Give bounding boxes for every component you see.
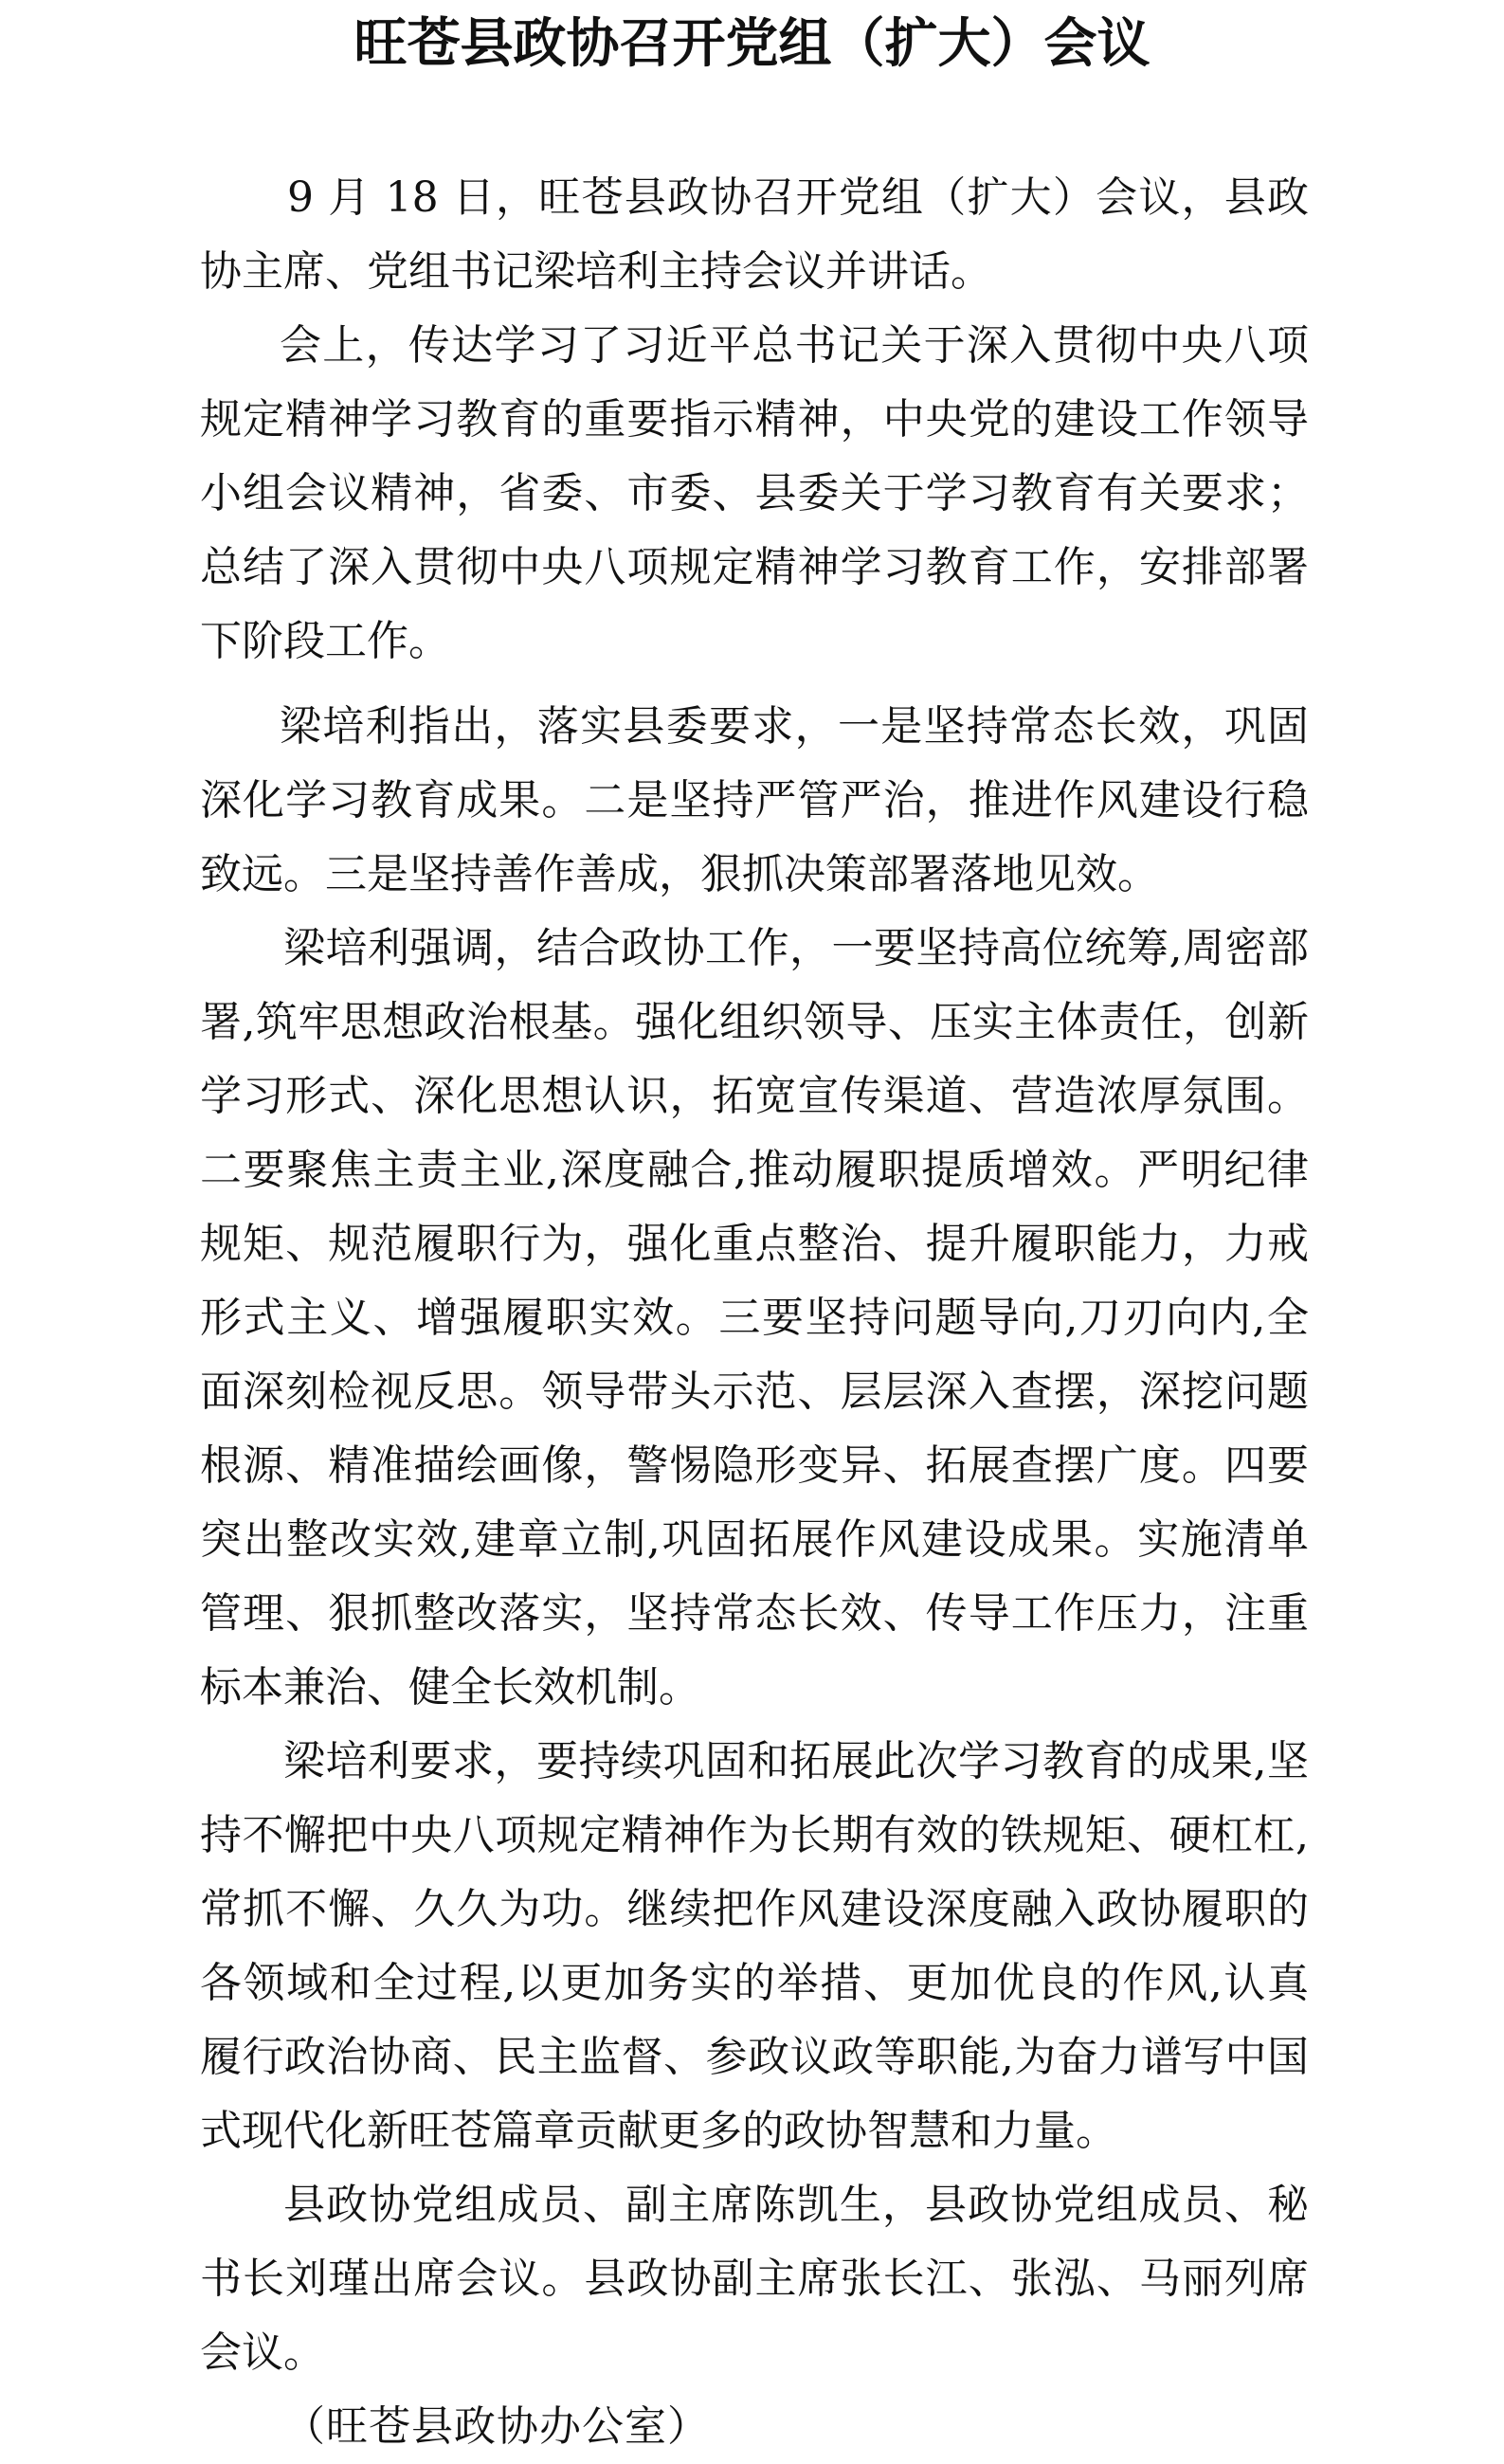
article-source: （旺苍县政协办公室） [283, 2402, 710, 2451]
paragraph-requirements: 梁培利指出，落实县委要求，一是坚持常态长效，巩固深化学习教育成果。二是坚持严管严治，推进作风建设行稳致远。三是坚持善作善成，狠抓决策部署落地见效。 [200, 702, 1309, 898]
article-title: 旺苍县政协召开党组（扩大）会议 [353, 12, 1151, 75]
paragraph-emphasis: 梁培利强调，结合政协工作，一要坚持高位统筹,周密部署,筑牢思想政治根基。强化组织领导、压实主体责任，创新学习形式、深化思想认识，拓宽宣传渠道、营造浓厚氛围。二要聚焦主责主业,深度融合,推动履职提质增效。严明纪律规矩、规范履职行为，强化重点整治、提升履职能力，力戒形式主义、增强履职实效。三要坚持问题导向,刀刃向内,全面深刻检视反思。领导带头示范、层层深入查摆，深挖问题根源、精准描绘画像，警惕隐形变异、拓展查摆广度。四要突出整改实效,建章立制,巩固拓展作风建设成果。实施清单管理、狠抓整改落实，坚持常态长效、传导工作压力，注重标本兼治、健全长效机制。 [200, 924, 1309, 1712]
paragraph-meeting-content: 会上，传达学习了习近平总书记关于深入贯彻中央八项规定精神学习教育的重要指示精神，中央党的建设工作领导小组会议精神，省委、市委、县委关于学习教育有关要求；总结了深入贯彻中央八项规定精神学习教育工作，安排部署下阶段工作。 [200, 321, 1309, 665]
paragraph-attendees: 县政协党组成员、副主席陈凯生，县政协党组成员、秘书长刘瑾出席会议。县政协副主席张长江、张泓、马丽列席会议。 [200, 2181, 1309, 2377]
article-body [200, 161, 1309, 2464]
paragraph-demands: 梁培利要求，要持续巩固和拓展此次学习教育的成果,坚持不懈把中央八项规定精神作为长期有效的铁规矩、硬杠杠,常抓不懈、久久为功。继续把作风建设深度融入政协履职的各领域和全过程,以更加务实的举措、更加优良的作风,认真履行政治协商、民主监督、参政议政等职能,为奋力谱写中国式现代化新旺苍篇章贡献更多的政协智慧和力量。 [200, 1737, 1309, 2155]
paragraph-meeting-intro: 9 月 18 日，旺苍县政协召开党组（扩大）会议，县政协主席、党组书记梁培利主持会议并讲话。 [200, 173, 1309, 296]
